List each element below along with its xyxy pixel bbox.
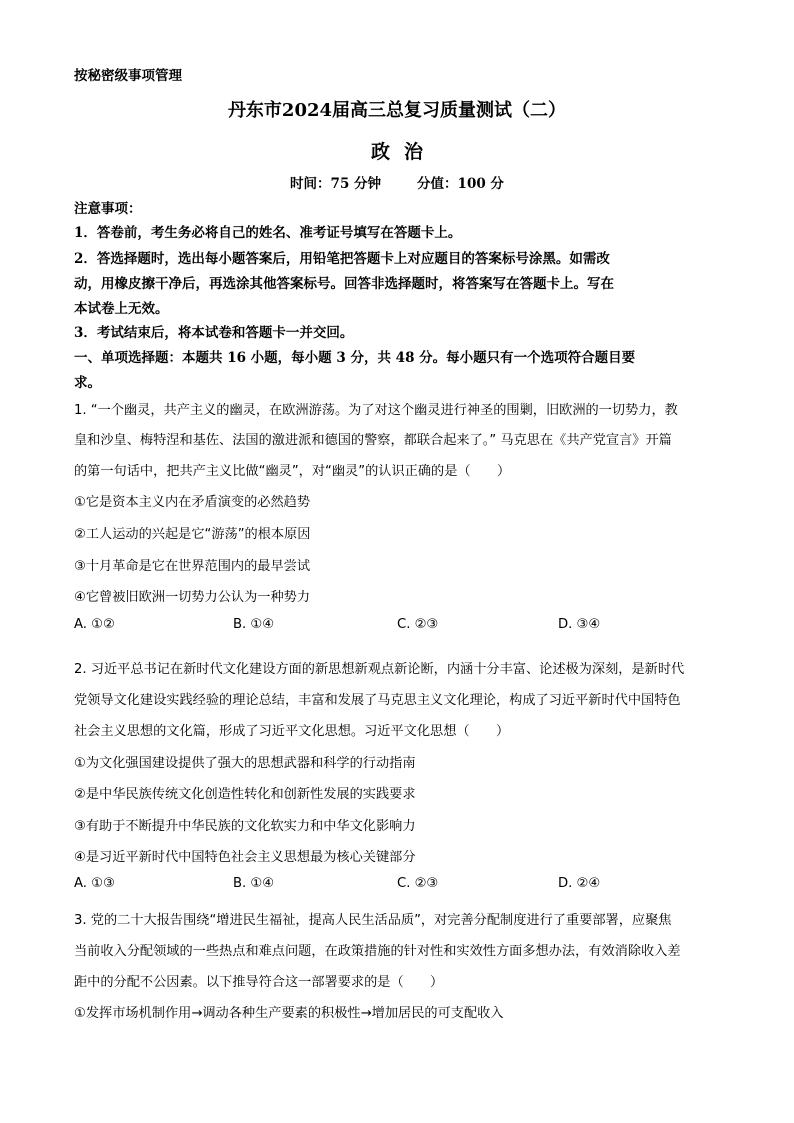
choice-b: B. ①④ [233, 617, 275, 632]
question-item: ②是中华民族传统文化创造性转化和创新性发展的实践要求 [74, 787, 416, 802]
exam-title: 丹东市2024届高三总复习质量测试（二） [227, 100, 567, 121]
choice-c: C. ②③ [397, 876, 439, 891]
question-stem: 1. “一个幽灵，共产主义的幽灵，在欧洲游荡。为了对这个幽灵进行神圣的围剿，旧欧洲的一切势力，教 [74, 403, 678, 418]
notes-line: 2．答选择题时，选出每小题答案后，用铅笔把答题卡上对应题目的答案标号涂黑。如需改 [74, 251, 610, 267]
question-stem: 距中的分配不公因素。以下推导符合这一部署要求的是（ ） [74, 975, 444, 990]
notes-heading: 注意事项： [74, 201, 142, 217]
subject-title: 政治 [370, 141, 437, 163]
choice-c: C. ②③ [397, 617, 439, 632]
question-item: ①为文化强国建设提供了强大的思想武器和科学的行动指南 [74, 756, 416, 771]
total-score: 分值：100 分 [417, 176, 504, 192]
question-item: ③十月革命是它在世界范围内的最早尝试 [74, 559, 311, 574]
exam-info [0, 172, 794, 192]
question-stem: 3. 党的二十大报告围绕“增进民生福祉，提高人民生活品质”，对完善分配制度进行了重要部署，应聚焦 [74, 913, 672, 928]
time-limit: 时间：75 分钟 [290, 176, 382, 192]
question-item: ④是习近平新时代中国特色社会主义思想最为核心关键部分 [74, 850, 416, 865]
question-stem: 党领导文化建设实践经验的理论总结，丰富和发展了马克思主义文化理论，构成了习近平新时代中国特色 [74, 693, 681, 708]
question-stem: 皇和沙皇、梅特涅和基佐、法国的激进派和德国的警察，都联合起来了。” 马克思在《共产党宣言》开篇 [74, 433, 672, 448]
question-stem: 的第一句话中，把共产主义比做“幽灵”，对“幽灵”的认识正确的是（ ） [74, 464, 511, 479]
question-item: ①它是资本主义内在矛盾演变的必然趋势 [74, 495, 311, 510]
question-item: ①发挥市场机制作用→调动各种生产要素的积极性→增加居民的可支配收入 [74, 1006, 504, 1021]
choice-a: A. ①③ [74, 876, 115, 891]
section-heading: 一、单项选择题：本题共 16 小题，每小题 3 分，共 48 分。每小题只有一个选项符合题目要 [74, 350, 636, 366]
question-stem: 2. 习近平总书记在新时代文化建设方面的新思想新观点新论断，内涵十分丰富、论述极为深刻，是新时代 [74, 662, 685, 677]
question-item: ②工人运动的兴起是它“游荡”的根本原因 [74, 527, 311, 542]
notes-line: 本试卷上无效。 [74, 301, 169, 317]
notes-line: 动，用橡皮擦干净后，再选涂其他答案标号。回答非选择题时，将答案写在答题卡上。写在 [74, 276, 614, 292]
choice-d: D. ③④ [558, 617, 601, 632]
confidential-label: 按秘密级事项管理 [74, 68, 182, 84]
notes-line: 3．考试结束后，将本试卷和答题卡一并交回。 [74, 325, 354, 341]
question-stem: 当前收入分配领域的一些热点和难点问题，在政策措施的针对性和实效性方面多想办法，有效消除收入差 [74, 944, 681, 959]
choice-a: A. ①② [74, 617, 115, 632]
question-item: ③有助于不断提升中华民族的文化软实力和中华文化影响力 [74, 819, 416, 834]
section-heading: 求。 [74, 375, 101, 391]
notes-line: 1．答卷前，考生务必将自己的姓名、准考证号填写在答题卡上。 [74, 225, 462, 241]
question-item: ④它曾被旧欧洲一切势力公认为一种势力 [74, 590, 311, 605]
choice-d: D. ②④ [558, 876, 601, 891]
choice-b: B. ①④ [233, 876, 275, 891]
question-stem: 社会主义思想的文化篇，形成了习近平文化思想。习近平文化思想（ ） [74, 724, 510, 739]
